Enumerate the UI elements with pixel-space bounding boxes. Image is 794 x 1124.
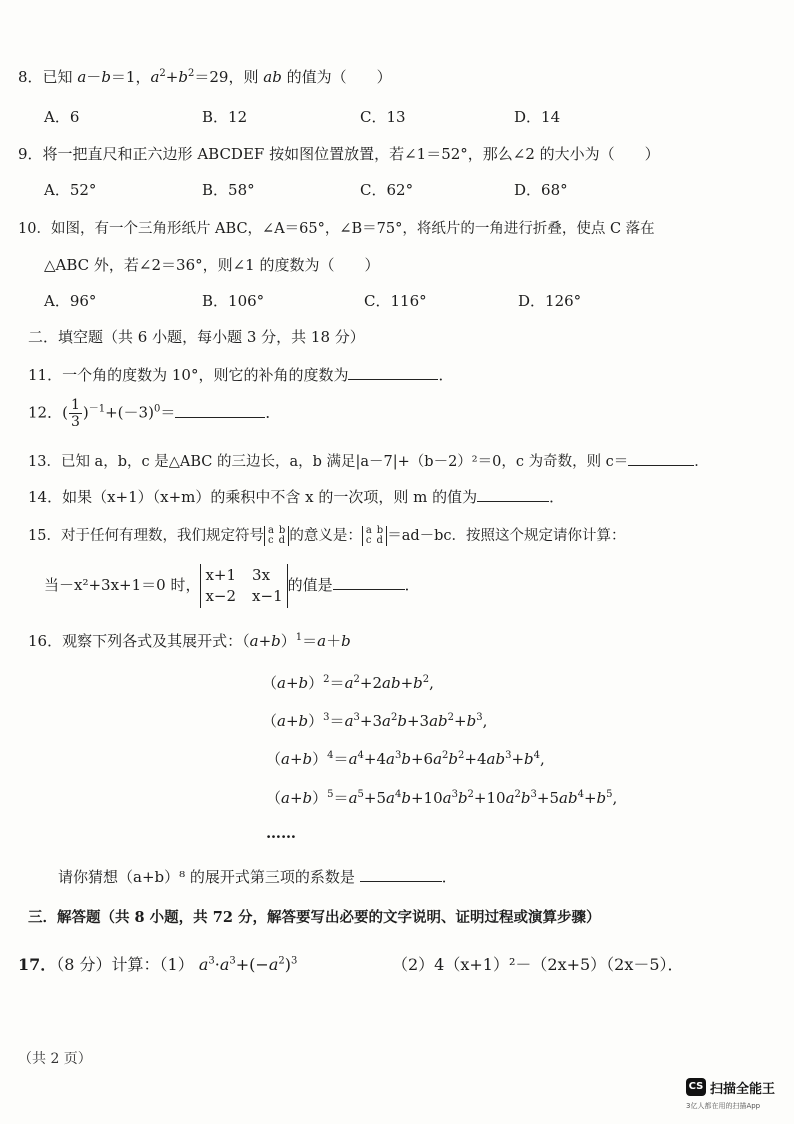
q8-option-c: C．13 [360, 108, 406, 126]
q16-answer-blank[interactable] [360, 867, 442, 882]
q11-stem: 11．一个角的度数为 10°，则它的补角的度数为 ． [28, 366, 454, 384]
q9-option-a: A．52° [44, 181, 97, 199]
q17-stem: 17．（8 分）计算：（1） $a^3\cdot a^3+(-a^2)^3$ [18, 955, 298, 974]
q13-stem: 13．已知 a，b，c 是△ABC 的三边长，a，b 满足|a－7|+（b－2）²＝0，c 为奇数，则 c＝ ． [28, 450, 709, 471]
q13-answer-blank[interactable] [628, 451, 694, 466]
q17-part2: （2）4（x+1）²－（2x+5）（2x－5）． [392, 955, 684, 974]
section-3-heading: 三．解答题（共 8 小题，共 72 分，解答要写出必要的文字说明、证明过程或演算步骤） [28, 909, 601, 926]
q10-stem-line1: 10．如图，有一个三角形纸片 ABC，∠A＝65°，∠B＝75°，将纸片的一角进行折叠，使点 C 落在 [18, 221, 655, 237]
page-count-footer: （共 2 页） [18, 1051, 92, 1067]
camscanner-logo-icon: CS [686, 1078, 706, 1096]
q10-option-d: D．126° [518, 292, 582, 310]
q16-stem: 16．观察下列各式及其展开式：$(a+b)^1=a+b$ [28, 632, 351, 650]
q15-determinant: x+1 3x x−2 x−1 [200, 564, 287, 608]
q16-ellipsis: …… [266, 824, 296, 842]
q12-fraction: $\frac{1}{3}$ [70, 397, 80, 430]
q16-expansion-2: $(a+b)^2=a^2+2ab+b^2$, [262, 674, 434, 692]
q15-stem-line2: 当－x²+3x+1＝0 时， x+1 3x x−2 x−1 的值是 ． [44, 564, 420, 608]
section-2-heading: 二．填空题（共 6 小题，每小题 3 分，共 18 分） [28, 328, 365, 346]
q16-question: 请你猜想（a+b）⁸ 的展开式第三项的系数是 ． [58, 868, 457, 886]
q9-option-d: D．68° [514, 181, 568, 199]
q8-stem: 8．已知 a－b＝1，$a^2+b^2=29$，则 ab 的值为（ ） [18, 68, 392, 86]
q15-answer-blank[interactable] [333, 575, 405, 590]
q11-answer-blank[interactable] [348, 365, 438, 380]
q9-stem: 9．将一把直尺和正六边形 ABCDEF 按如图位置放置，若∠1＝52°，那么∠2 的大小为（ ） [18, 145, 660, 163]
q16-expansion-3: $(a+b)^3=a^3+3a^2b+3ab^2+b^3$, [262, 712, 488, 730]
q9-option-b: B．58° [202, 181, 255, 199]
q14-stem: 14．如果（x+1）（x+m）的乘积中不含 x 的一次项，则 m 的值为 ． [28, 488, 565, 506]
q10-option-a: A．96° [44, 292, 97, 310]
q9-option-c: C．62° [360, 181, 414, 199]
q15-det-symbol-2: a b c d [362, 526, 387, 546]
q15-stem-line1: 15．对于任何有理数，我们规定符号 a b c d 的意义是： a b c d ＝ad－bc．按照这个规定请你计算： [28, 525, 626, 546]
q12-stem: 12．( $\frac{1}{3}$ )$^{-1}+(-3)^0=$ ． [28, 397, 281, 430]
watermark-subtitle: 3亿人都在用的扫描App [686, 1102, 761, 1110]
q8-option-b: B．12 [202, 108, 248, 126]
q10-option-c: C．116° [364, 292, 427, 310]
q14-answer-blank[interactable] [477, 487, 549, 502]
watermark-title: 扫描全能王 [710, 1082, 776, 1097]
q10-option-b: B．106° [202, 292, 265, 310]
q12-answer-blank[interactable] [175, 403, 265, 418]
q16-expansion-4: $(a+b)^4=a^4+4a^3b+6a^2b^2+4ab^3+b^4$, [266, 750, 545, 768]
q16-expansion-5: $(a+b)^5=a^5+5a^4b+10a^3b^2+10a^2b^3+5ab^4+b^5$, [266, 789, 618, 807]
q8-option-d: D．14 [514, 108, 561, 126]
q15-det-symbol: a b c d [264, 526, 289, 546]
q10-stem-line2: △ABC 外，若∠2＝36°，则∠1 的度数为（ ） [44, 256, 380, 274]
q8-option-a: A．6 [44, 108, 80, 126]
